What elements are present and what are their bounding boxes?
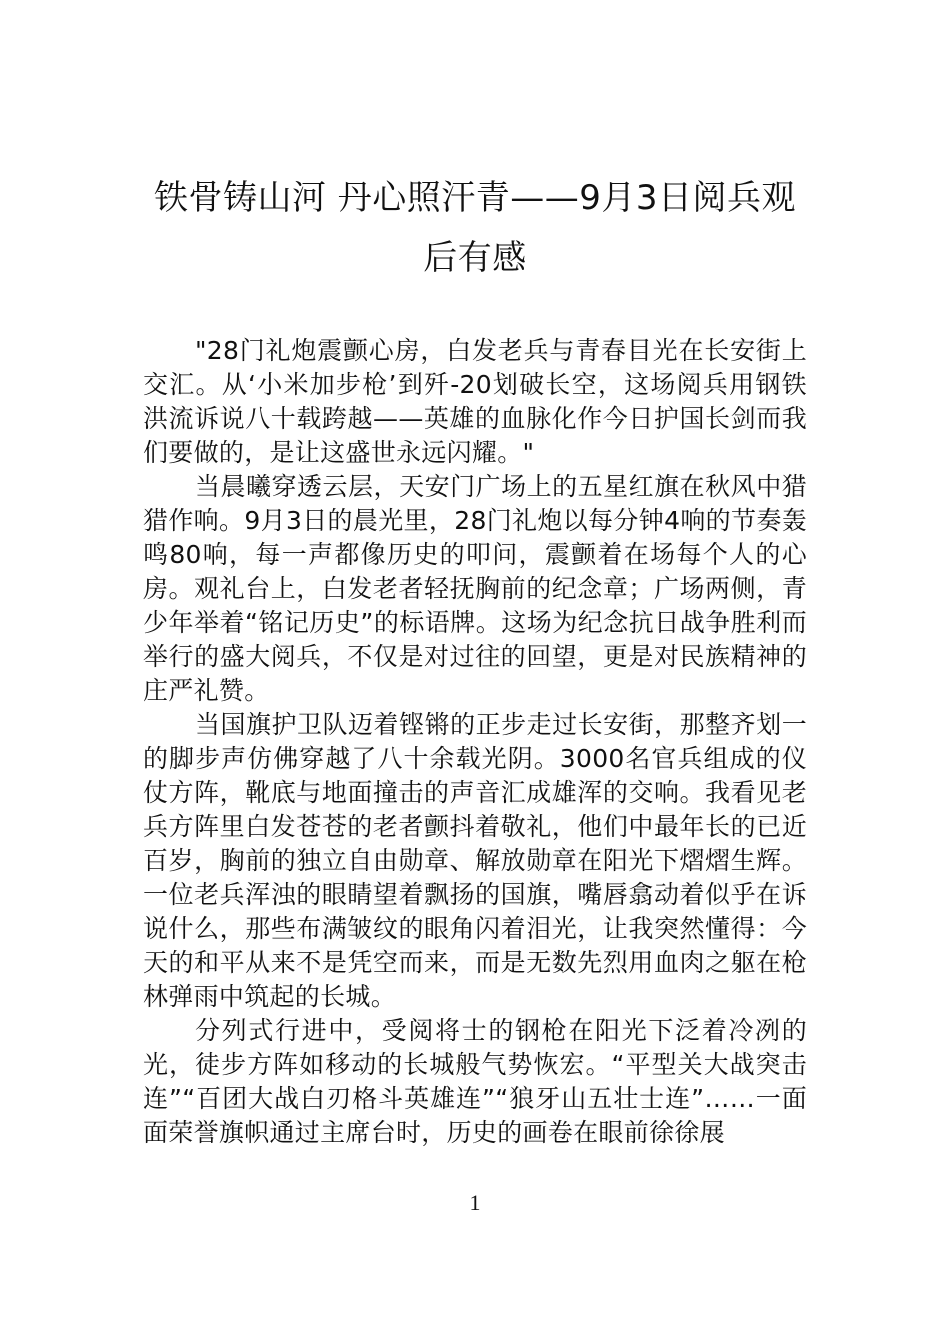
paragraph-morning: 当晨曦穿透云层，天安门广场上的五星红旗在秋风中猎猎作响。9月3日的晨光里，28门礼炮以每分钟4响的节奏轰鸣80响，每一声都像历史的叩问，震颤着在场每个人的心房。观礼台上，白发老者轻抚胸前的纪念章；广场两侧，青少年举着“铭记历史”的标语牌。这场为纪念抗日战争胜利而举行的盛大阅兵，不仅是对过往的回望，更是对民族精神的庄严礼赞。 [143, 472, 807, 705]
document-title: 铁骨铸山河 丹心照汗青——9月3日阅兵观后有感 [153, 178, 797, 278]
paragraph-quote: "28门礼炮震颤心房，白发老兵与青春目光在长安街上交汇。从‘小米加步枪’到歼-20划破长空，这场阅兵用钢铁洪流诉说八十载跨越——英雄的血脉化作今日护国长剑而我们要做的，是让这盛世永远闪耀。" [143, 336, 807, 467]
paragraph-march-past: 分列式行进中，受阅将士的钢枪在阳光下泛着冷冽的光，徒步方阵如移动的长城般气势恢宏。“平型关大战突击连”“百团大战白刃格斗英雄连”“狼牙山五壮士连”……一面面荣誉旗帜通过主席台时，历史的画卷在眼前徐徐展 [143, 1016, 807, 1147]
paragraph-honor-guard: 当国旗护卫队迈着铿锵的正步走过长安街，那整齐划一的脚步声仿佛穿越了八十余载光阴。3000名官兵组成的仪仗方阵，靴底与地面撞击的声音汇成雄浑的交响。我看见老兵方阵里白发苍苍的老者颤抖着敬礼，他们中最年长的已近百岁，胸前的独立自由勋章、解放勋章在阳光下熠熠生辉。一位老兵浑浊的眼睛望着飘扬的国旗，嘴唇翕动着似乎在诉说什么，那些布满皱纹的眼角闪着泪光，让我突然懂得：今天的和平从来不是凭空而来，而是无数先烈用血肉之躯在枪林弹雨中筑起的长城。 [143, 710, 807, 1011]
page-number: 1 [469, 1190, 481, 1215]
document-body [143, 334, 807, 1150]
